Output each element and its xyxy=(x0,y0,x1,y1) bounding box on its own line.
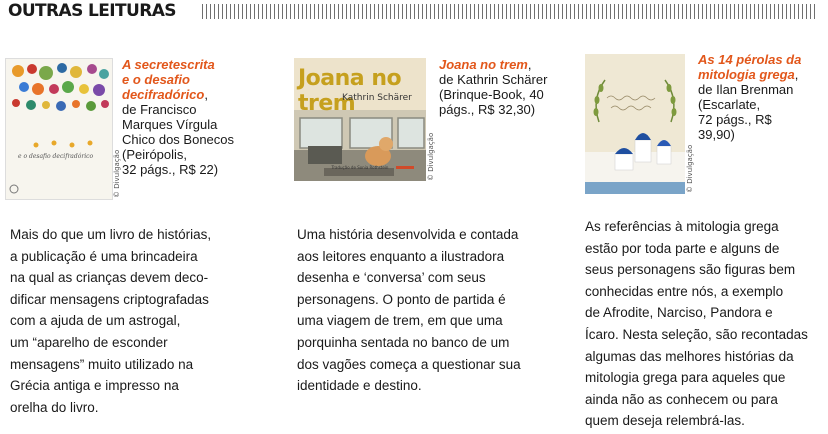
details-line: 72 págs., R$ xyxy=(698,112,772,127)
description-line: Mais do que um livro de histórias, xyxy=(10,227,212,242)
description-line: seus personagens são figuras bem xyxy=(585,262,796,278)
book-description-1 xyxy=(10,224,270,418)
description-line: estão por toda parte e alguns de xyxy=(585,240,780,256)
description-line: orelha do livro. xyxy=(10,399,99,415)
title-rule xyxy=(202,4,816,19)
description-line: Ícaro. Nesta seleção, são recontadas xyxy=(585,326,808,342)
details-line: Marques Vírgula xyxy=(122,117,218,132)
description-line: mitologia grega para aqueles que xyxy=(585,370,786,386)
title-comma: , xyxy=(794,67,799,82)
description-line: Uma história desenvolvida e contada xyxy=(297,227,519,242)
details-line: de Francisco xyxy=(122,102,197,117)
book-title-line: As 14 pérolas da xyxy=(698,52,802,67)
description-line: aos leitores enquanto a ilustradora xyxy=(297,248,505,264)
book-title xyxy=(122,57,262,102)
description-line: com a ajuda de um astrogal, xyxy=(10,313,181,329)
book-title-line: e o desafio xyxy=(122,72,190,87)
cover-illustration-santorini xyxy=(585,54,685,194)
description-line: As referências à mitologia grega xyxy=(585,219,779,234)
book-cover-3 xyxy=(585,54,685,194)
book-cover-1 xyxy=(5,58,113,200)
details-line: págs., R$ 32,30) xyxy=(439,102,536,117)
book-info-2 xyxy=(439,57,579,117)
cover-illustration-dots xyxy=(6,59,112,199)
description-line: Grécia antiga e impresso na xyxy=(10,378,179,394)
description-line: desenha e ‘conversa’ com seus xyxy=(297,270,486,286)
description-line: identidade e destino. xyxy=(297,378,422,394)
book-title-line: decifradórico xyxy=(122,87,205,102)
description-line: mensagens” muito utilizado na xyxy=(10,356,194,372)
description-line: uma viagem de trem, em que uma xyxy=(297,313,503,329)
details-line: 32 págs., R$ 22) xyxy=(122,162,219,177)
book-cover-2 xyxy=(294,58,426,181)
description-line: conhecidas entre nós, a exemplo xyxy=(585,283,784,299)
book-title-line: Joana no trem xyxy=(439,57,528,72)
book-info-1 xyxy=(122,57,262,177)
details-line: (Peirópolis, xyxy=(122,147,188,162)
details-line: (Brinque-Book, 40 xyxy=(439,87,544,102)
book-title-line: A secretescrita xyxy=(122,57,215,72)
photo-credit: © Divulgação xyxy=(113,149,121,198)
cover-author: Kathrin Schärer xyxy=(342,93,412,103)
details-line: Chico dos Bonecos xyxy=(122,132,235,147)
photo-credit: © Divulgação xyxy=(427,132,435,181)
details-line: (Escarlate, xyxy=(698,97,761,112)
description-line: um “aparelho de esconder xyxy=(10,334,168,350)
book-description-3 xyxy=(585,216,825,432)
book-info-3 xyxy=(698,52,823,142)
book-description-2 xyxy=(297,224,567,397)
title-comma: , xyxy=(527,57,532,72)
description-line: a publicação é uma brincadeira xyxy=(10,248,198,264)
book-title-line: mitologia grega xyxy=(698,67,795,82)
details-line: de Kathrin Schärer xyxy=(439,72,548,87)
description-line: na qual as crianças devem deco- xyxy=(10,270,209,286)
book-details xyxy=(122,102,262,177)
book-title xyxy=(698,52,823,82)
photo-credit: © Divulgação xyxy=(686,144,694,193)
description-line: dos vagões começa a questionar sua xyxy=(297,356,521,372)
description-line: ainda não as conhecem ou para xyxy=(585,391,778,407)
svg-text:Tradução de Sonia Rothstein: Tradução de Sonia Rothstein xyxy=(331,165,389,170)
title-comma: , xyxy=(204,87,208,102)
description-line: de Afrodite, Narciso, Pandora e xyxy=(585,305,773,321)
cover-title-text: e o desafio decifradórico xyxy=(18,153,94,160)
description-line: quem deseja relembrá-las. xyxy=(585,413,745,429)
description-line: dificar mensagens criptografadas xyxy=(10,291,209,307)
description-line: porquinha sentada no banco de um xyxy=(297,334,510,350)
details-line: de Ilan Brenman xyxy=(698,82,794,97)
description-line: algumas das melhores histórias da xyxy=(585,348,794,364)
section-title: OUTRAS LEITURAS xyxy=(8,1,176,21)
cover-title: Joana no trem xyxy=(298,66,402,116)
book-details xyxy=(698,82,823,142)
description-line: personagens. O ponto de partida é xyxy=(297,291,506,307)
book-details xyxy=(439,72,579,117)
book-title xyxy=(439,57,579,72)
details-line: 39,90) xyxy=(698,127,735,142)
